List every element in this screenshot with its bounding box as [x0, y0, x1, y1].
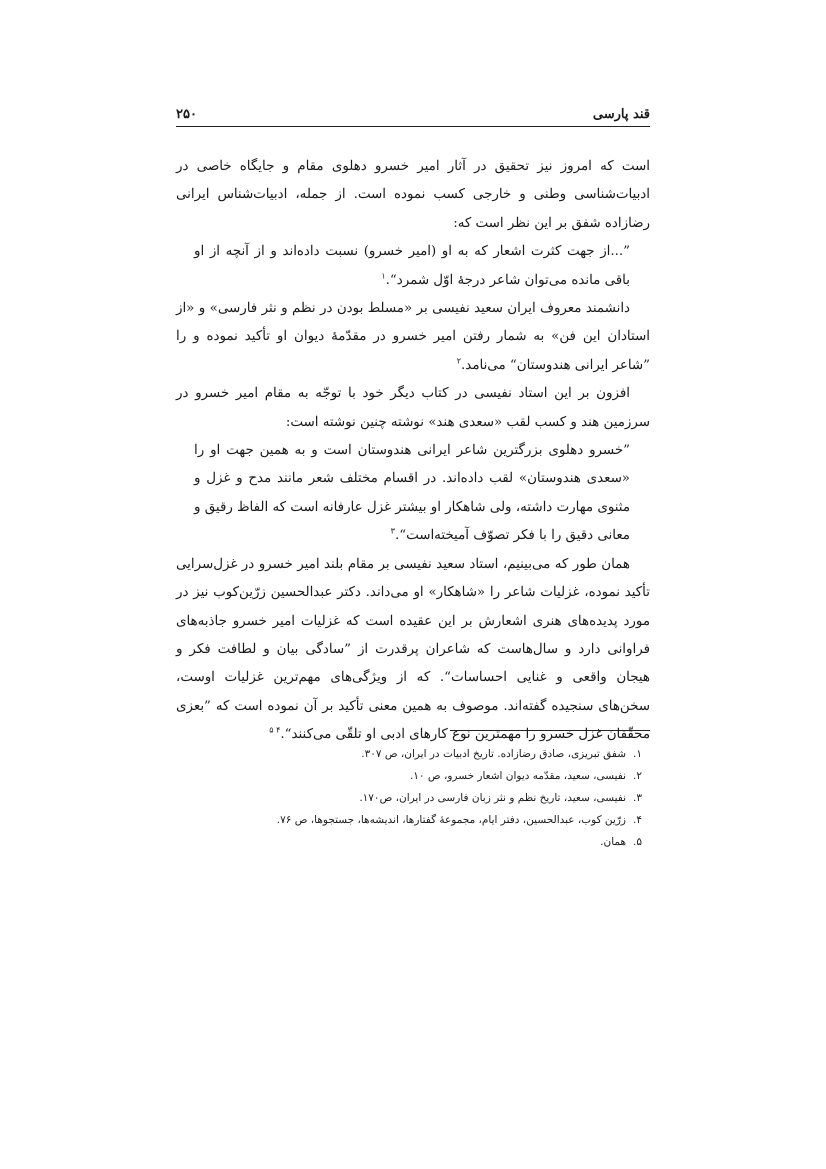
footnote-ref-4-5[interactable]: ۴ ۵ — [269, 725, 281, 735]
footnote-number: ۱. — [633, 748, 642, 760]
footnote-number: ۲. — [633, 770, 642, 782]
footnote-ref-1[interactable]: ۱ — [381, 271, 386, 281]
footnote-text: شفق تبریزی، صادق رضازاده. تاریخ ادبیات در ایران، ص ۳۰۷. — [361, 748, 626, 760]
running-header — [176, 96, 650, 127]
footnotes-section — [176, 730, 650, 853]
main-text — [176, 153, 650, 750]
quote-block-1 — [176, 238, 650, 295]
footnote-text: نفیسی، سعید، تاریخ نظم و نثر زبان فارسی در ایران، ص۱۷۰. — [359, 792, 626, 804]
paragraph-text: است که امروز نیز تحقیق در آثار امیر خسرو دهلوی مقام و جایگاه خاصی در ادبیات‌شناسی وطنی و خارجی کسب نموده است. از جمله، ادبیات‌شناس ایرانی رضازاده شفق بر این نظر است که: — [176, 159, 650, 231]
quote-block-2 — [176, 437, 650, 551]
paragraph-nafisi — [176, 295, 650, 380]
paragraph-intro — [176, 153, 650, 238]
footnote-list — [176, 743, 650, 853]
footnote-item — [176, 743, 650, 765]
footnote-divider — [450, 730, 650, 731]
paragraph-conclusion — [176, 551, 650, 750]
page-number: ۲۵۰ — [176, 107, 197, 122]
paragraph-text: افزون بر این استاد نفیسی در کتاب دیگر خود با توجّه به مقام امیر خسرو در سرزمین هند و کسب لقب «سعدی هند» نوشته چنین نوشته است: — [176, 386, 650, 430]
footnote-item — [176, 831, 650, 853]
book-page — [176, 96, 650, 750]
footnote-item — [176, 809, 650, 831]
footnote-text: زرّین کوب، عبدالحسین، دفتر ایام، مجموعهٔ گفتارها، اندیشه‌ها، جستجوها، ص ۷۶. — [276, 814, 626, 826]
running-title: قند پارسی — [592, 107, 650, 122]
quote-text: ”...از جهت کثرت اشعار که به او (امیر خسرو) نسبت داده‌اند و از آنچه از او باقی مانده می‌توان شاعر درجهٔ اوّل شمرد“. — [194, 244, 630, 288]
footnote-text: نفیسی، سعید، مقدّمه دیوان اشعار خسرو، ص ۱۰. — [409, 770, 626, 782]
paragraph-nafisi-book — [176, 380, 650, 437]
footnote-text: همان. — [600, 836, 626, 848]
footnote-number: ۳. — [633, 792, 642, 804]
paragraph-text: دانشمند معروف ایران سعید نفیسی بر «مسلط بودن در نظم و نثر فارسی» و «از استادان این فن» به شمار رفتن امیر خسرو در مقدّمهٔ دیوان او تأکید نموده و را ”شاعر ایرانی هندوستان“ می‌نامد. — [176, 301, 650, 373]
footnote-ref-3[interactable]: ۳ — [390, 526, 395, 536]
footnote-item — [176, 787, 650, 809]
footnote-ref-2[interactable]: ۲ — [456, 356, 462, 366]
footnote-item — [176, 765, 650, 787]
footnote-number: ۵. — [633, 836, 642, 848]
paragraph-text: همان طور که می‌بینیم، استاد سعید نفیسی بر مقام بلند امیر خسرو در غزل‌سرایی تأکید نموده، غزلیات شاعر را «شاهکار» او می‌داند. دکتر عبدالحسین زرّین‌کوب نیز در مورد پدیده‌های هنری اشعارش بر این عقیده است که غزلیات امیر خسرو جاذبه‌های فراوانی دارد و سال‌هاست که شاعران پرقدرت از ”سادگی بیان و لطافت فکر و هیجان واقعی و غنایی احساسات“. که از ویژگی‌های مهم‌ترین غزلیات اوست، سخن‌های سنجیده گفته‌اند. موصوف به همین معنی تأکید بر آن نموده است که ”بعزی محقّقان غزل خسرو را مهمترین نوع کارهای ادبی او تلقّی می‌کنند“. — [176, 556, 650, 743]
footnote-number: ۴. — [633, 814, 642, 826]
quote-text: ”خسرو دهلوی بزرگترین شاعر ایرانی هندوستان است و به همین جهت او را «سعدی هندوستان» لقب داده‌اند. در اقسام مختلف شعر مانند مدح و غزل و مثنوی مهارت داشته، ولی شاهکار او بیشتر غزل عارفانه است که الفاظ رقیق و معانی دقیق را با فکر تصوّف آمیخته‌است“. — [194, 443, 630, 544]
